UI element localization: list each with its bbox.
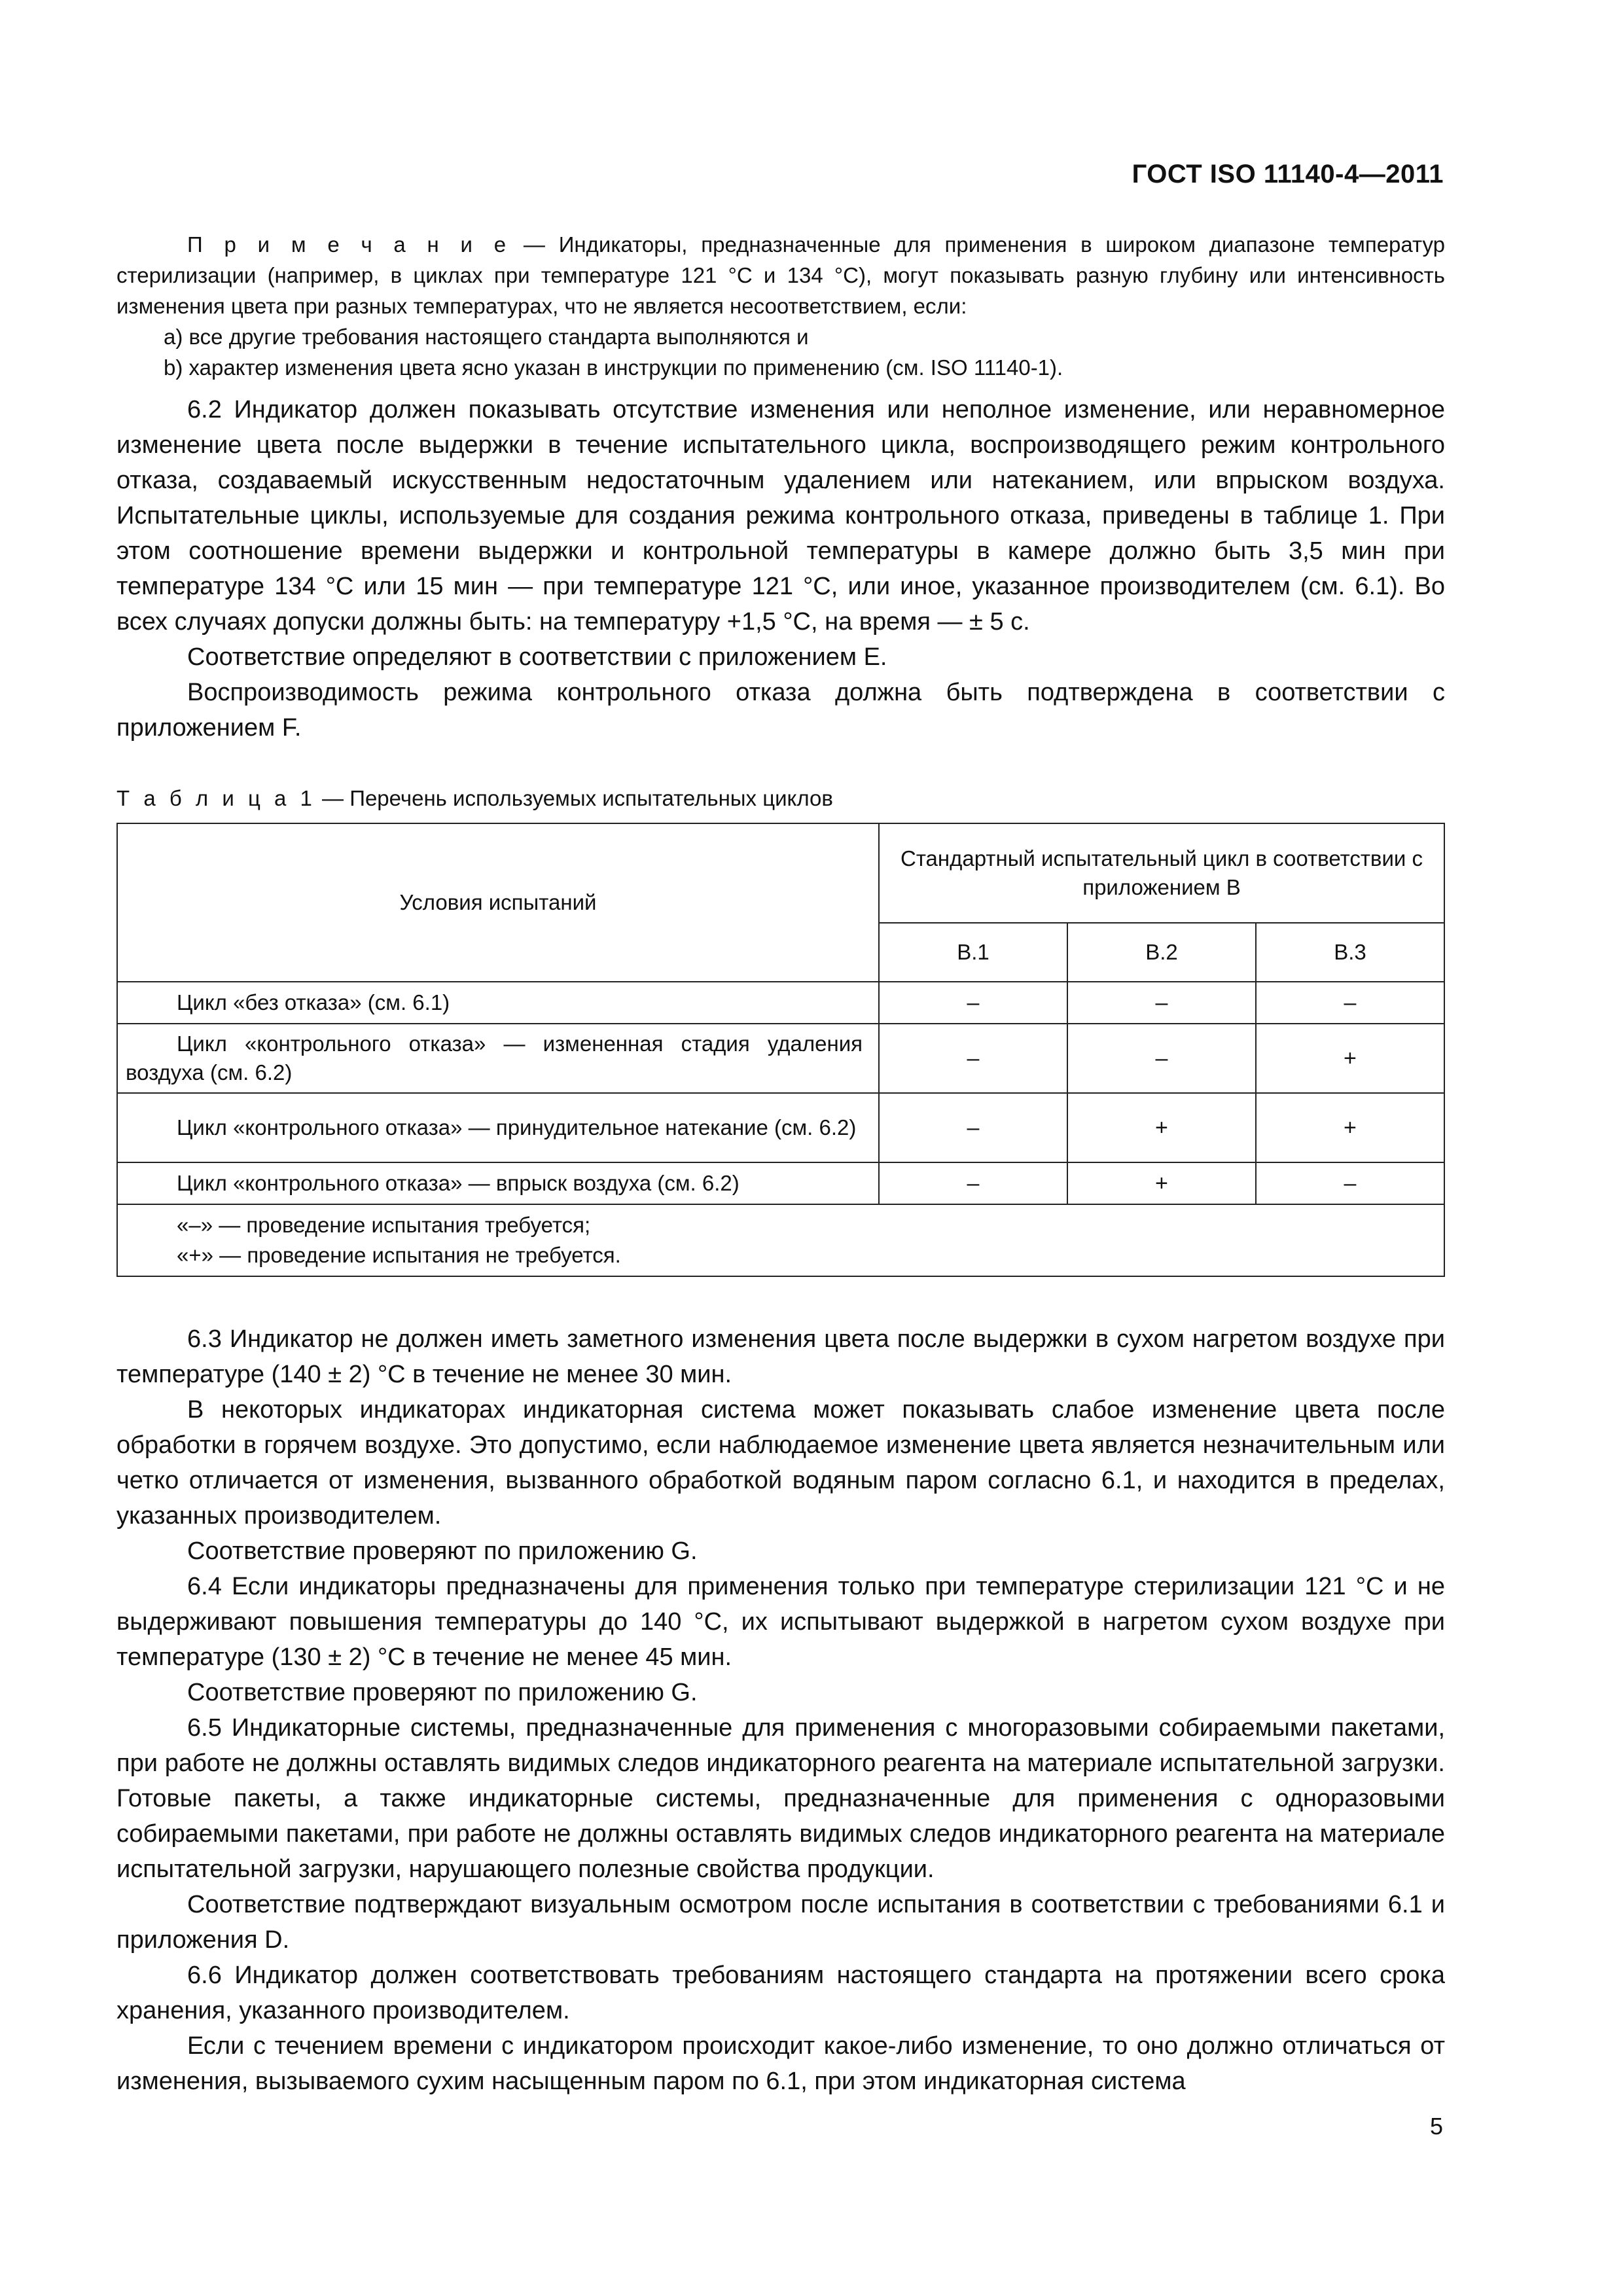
paragraph: Соответствие проверяют по приложению G. [187, 1537, 698, 1565]
paragraph: 6.2 Индикатор должен показывать отсутствие изменения или неполное изменение, или неравномерное изменение цвета после выдержки в течение испытательного цикла, воспроизводящего режим контрольного отказа, создаваемый искусственным недостаточным удалением или натеканием, или впрыском воздуха. Испытательные циклы, используемые для создания режима контрольного отказа, приведены в таблице 1. При этом соотношение времени выдержки и контрольной температуры в камере должно быть 3,5 мин при температуре 134 °С или 15 мин — при температуре 121 °С, или иное, указанное производителем (см. 6.1). Во всех случаях допуски должны быть: на температуру +1,5 °С, на время — ± 5 с. [116, 396, 1445, 636]
cell-b1: – [879, 1162, 1067, 1204]
paragraph: 6.4 Если индикаторы предназначены для применения только при температуре стерилизации 121 °С и не выдерживают повышения температуры до 140 °С, их испытывают выдержкой в нагретом сухом воздухе при температуре (130 ± 2) °С в течение не менее 45 мин. [116, 1573, 1445, 1671]
table-row [117, 1093, 1444, 1162]
cell-b3: – [1256, 982, 1444, 1024]
table-caption-text: — Перечень используемых испытательных циклов [315, 786, 833, 810]
legend-item: «–» — проведение испытания требуется; [177, 1213, 591, 1237]
paragraph: Если с течением времени с индикатором происходит какое-либо изменение, то оно должно отличаться от изменения, вызываемого сухим насыщенным паром по 6.1, при этом индикаторная система [116, 2032, 1445, 2095]
section-6-2 [116, 392, 1445, 745]
table-legend-row [117, 1204, 1444, 1276]
section-6-3 [116, 1321, 1445, 1569]
column-header-standard-cycle: Стандартный испытательный цикл в соответствии с приложением В [879, 823, 1444, 923]
paragraph: Соответствие проверяют по приложению G. [187, 1679, 698, 1706]
document-header: ГОСТ ISO 11140-4—2011 [1132, 160, 1444, 188]
cell-b3: – [1256, 1162, 1444, 1204]
table-header-row [117, 823, 1444, 923]
table-caption [116, 786, 1445, 811]
table-row [117, 1162, 1444, 1204]
legend-item: «+» — проведение испытания не требуется. [177, 1243, 621, 1267]
row-label [117, 1093, 879, 1162]
note-item: а) все другие требования настоящего стандарта выполняются и [164, 325, 809, 349]
row-label [117, 1024, 879, 1093]
paragraph: 6.5 Индикаторные системы, предназначенные для применения с многоразовыми собираемыми пакетами, при работе не должны оставлять видимых следов индикаторного реагента на материале испытательной загрузки. Готовые пакеты, а также индикаторные системы, предназначенные для применения с одноразовыми собираемыми пакетами, при работе не должны оставлять видимых следов индикаторного реагента на материале испытательной загрузки, нарушающего полезные свойства продукции. [116, 1714, 1445, 1883]
column-header-b1: В.1 [879, 923, 1067, 982]
page-content [116, 229, 1445, 2099]
row-label [117, 1162, 879, 1204]
paragraph: Соответствие подтверждают визуальным осмотром после испытания в соответствии с требованиями 6.1 и приложения D. [116, 1891, 1445, 1954]
column-header-b3: В.3 [1256, 923, 1444, 982]
row-label-text: Цикл «без отказа» (см. 6.1) [177, 990, 450, 1014]
section-6-4 [116, 1569, 1445, 1710]
cell-b1: – [879, 982, 1067, 1024]
table-row [117, 1024, 1444, 1093]
column-header-b2: В.2 [1067, 923, 1256, 982]
row-label-text: Цикл «контрольного отказа» — впрыск воздуха (см. 6.2) [177, 1171, 740, 1195]
table-legend [117, 1204, 1444, 1276]
note-text: — Индикаторы, предназначенные для применения в широком диапазоне температур стерилизации (например, в циклах при температуре 121 °С и 134 °С), могут показывать разную глубину или интенсивность изменения цвета при разных температурах, что не является несоответствием, если: [116, 232, 1445, 318]
cell-b2: + [1067, 1093, 1256, 1162]
paragraph: 6.6 Индикатор должен соответствовать требованиям настоящего стандарта на протяжении всего срока хранения, указанного производителем. [116, 1962, 1445, 2024]
cell-b2: + [1067, 1162, 1256, 1204]
row-label-text: Цикл «контрольного отказа» — принудительное натекание (см. 6.2) [177, 1115, 857, 1139]
paragraph: В некоторых индикаторах индикаторная система может показывать слабое изменение цвета после обработки в горячем воздухе. Это допустимо, если наблюдаемое изменение цвета является незначительным или четко отличается от изменения, вызванного обработкой водяным паром согласно 6.1, и находится в пределах, указанных производителем. [116, 1396, 1445, 1530]
cell-b2: – [1067, 982, 1256, 1024]
column-header-conditions: Условия испытаний [117, 823, 879, 982]
note-paragraph [116, 229, 1445, 321]
cell-b1: – [879, 1093, 1067, 1162]
test-cycles-table [116, 823, 1445, 1277]
cell-b3: + [1256, 1024, 1444, 1093]
table-caption-label: Т а б л и ц а 1 [116, 786, 316, 810]
paragraph: 6.3 Индикатор не должен иметь заметного изменения цвета после выдержки в сухом нагретом воздухе при температуре (140 ± 2) °С в течение не менее 30 мин. [116, 1325, 1445, 1388]
paragraph: Воспроизводимость режима контрольного отказа должна быть подтверждена в соответствии с приложением F. [116, 679, 1445, 742]
note-item: b) характер изменения цвета ясно указан в инструкции по применению (см. ISO 11140-1). [164, 355, 1063, 380]
table-row [117, 982, 1444, 1024]
section-6-5 [116, 1710, 1445, 1958]
note-label: П р и м е ч а н и е [187, 232, 510, 257]
row-label [117, 982, 879, 1024]
cell-b3: + [1256, 1093, 1444, 1162]
note-block [116, 229, 1445, 383]
cell-b2: – [1067, 1024, 1256, 1093]
section-6-6 [116, 1958, 1445, 2099]
page-number: 5 [1430, 2113, 1444, 2140]
cell-b1: – [879, 1024, 1067, 1093]
row-label-text: Цикл «контрольного отказа» — измененная стадия удаления воздуха (см. 6.2) [126, 1031, 863, 1085]
paragraph: Соответствие определяют в соответствии с приложением Е. [187, 643, 887, 671]
